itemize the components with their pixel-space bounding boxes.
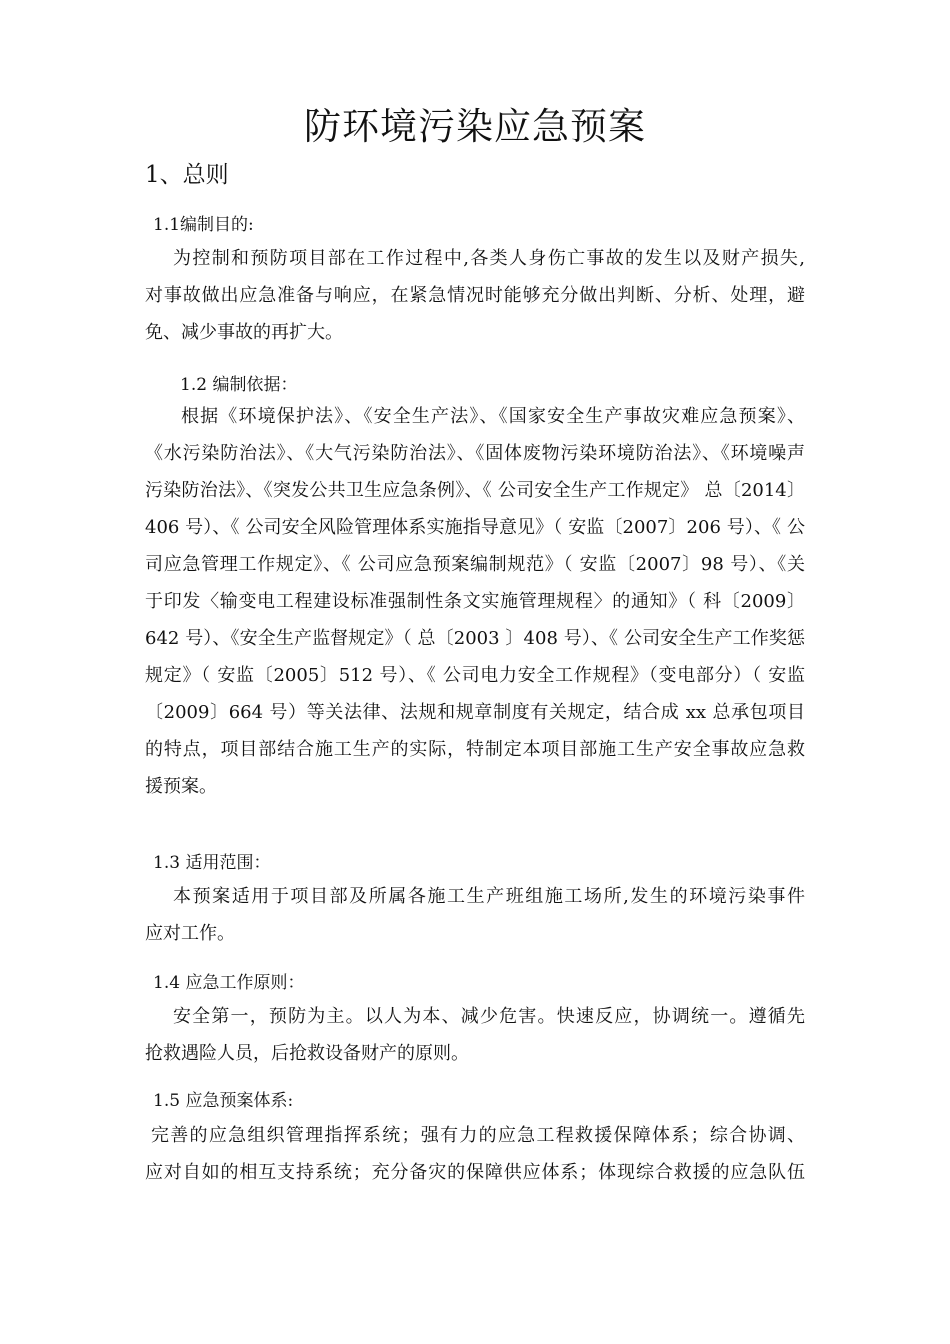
text-line: 〔2009〕664 号）等关法律、法规和规章制度有关规定，结合成 xx 总承包项目 (145, 702, 805, 723)
text-line: 于印发〈输变电工程建设标准强制性条文实施管理规程〉的通知》（ 科〔2009〕 (145, 591, 805, 612)
text-line: 的特点，项目部结合施工生产的实际，特制定本项目部施工生产安全事故应急救 (145, 739, 805, 760)
text-line: 根据《环境保护法》、《安全生产法》、《国家安全生产事故灾难应急预案》、 (181, 406, 805, 427)
paragraph-1-4 (145, 998, 805, 1072)
text-line: 抢救遇险人员，后抢救设备财产的原则。 (145, 1043, 469, 1064)
text-line: 完善的应急组织管理指挥系统；强有力的应急工程救援保障体系；综合协调、 (151, 1125, 805, 1146)
text-line: 援预案。 (145, 776, 217, 797)
text-line: 406 号）、《 公司安全风险管理体系实施指导意见》（ 安监〔2007〕206 号）、《 公 (145, 517, 805, 538)
text-line: 为控制和预防项目部在工作过程中,各类人身伤亡事故的发生以及财产损失, (173, 248, 805, 269)
text-line: 应对工作。 (145, 923, 235, 944)
heading-1-5: 1.5 应急预案体系: (153, 1091, 294, 1111)
text-line: 《水污染防治法》、《大气污染防治法》、《固体废物污染环境防治法》、《环境噪声 (145, 443, 805, 464)
paragraph-1-5 (145, 1117, 805, 1191)
heading-1-3: 1.3 适用范围： (153, 853, 271, 873)
text-line: 免、减少事故的再扩大。 (145, 322, 343, 343)
text-line: 安全第一，预防为主。以人为本、减少危害。快速反应，协调统一。遵循先 (173, 1006, 805, 1027)
heading-1-2: 1.2 编制依据： (180, 375, 298, 395)
text-line: 对事故做出应急准备与响应，在紧急情况时能够充分做出判断、分析、处理，避 (145, 285, 805, 306)
text-line: 规定》（ 安监〔2005〕512 号）、《 公司电力安全工作规程》（变电部分）（ 安监 (145, 665, 805, 686)
text-line: 污染防治法》、《突发公共卫生应急条例》、《 公司安全生产工作规定》 总〔2014〕 (145, 480, 805, 501)
paragraph-1-1 (145, 240, 805, 351)
heading-1-4: 1.4 应急工作原则： (153, 973, 305, 993)
heading-1-1: 1.1编制目的: (153, 215, 254, 235)
text-line: 本预案适用于项目部及所属各施工生产班组施工场所,发生的环境污染事件 (173, 886, 805, 907)
text-line: 642 号）、《安全生产监督规定》（ 总〔2003 〕408 号）、《 公司安全生产工作奖惩 (145, 628, 805, 649)
text-line: 应对自如的相互支持系统；充分备灾的保障供应体系；体现综合救援的应急队伍 (145, 1162, 805, 1183)
paragraph-1-3 (145, 878, 805, 952)
text-line: 司应急管理工作规定》、《 公司应急预案编制规范》（ 安监〔2007〕98 号）、《关 (145, 554, 805, 575)
section-heading-general: 1、总则 (145, 162, 229, 188)
paragraph-1-2 (145, 398, 805, 805)
document-title: 防环境污染应急预案 (304, 105, 646, 148)
